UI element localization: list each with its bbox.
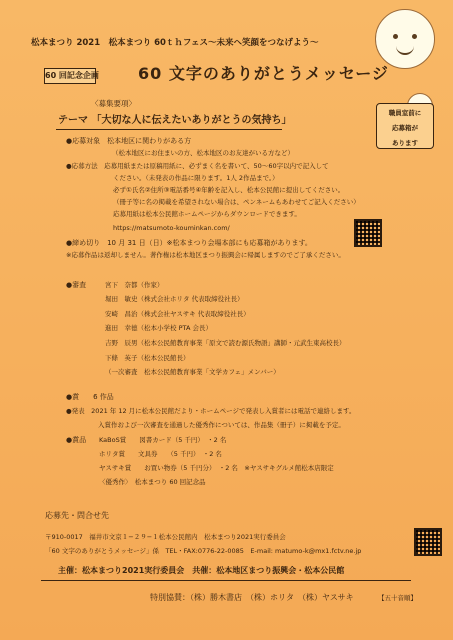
return-note: ※応募作品は返却しません。著作権は松本地区まつり振興会に帰属しますのでご了承ください。 xyxy=(66,251,345,259)
sponsor-order-note: 【五十音順】 xyxy=(378,594,417,602)
qr-code xyxy=(354,219,382,247)
deadline-line: ●締め切り 10 月 31 日（日）※松本まつり会場本部にも応募箱があります。 xyxy=(66,239,312,247)
announce-line-2: 入賞作および一次審査を通過した優秀作については、作品集（冊子）に掲載を予定。 xyxy=(98,421,345,429)
method-line-5: 応募用紙は松本公民館ホームページからダウンロードできます。 xyxy=(113,210,301,218)
divider xyxy=(41,580,411,581)
prize-label: ●賞品 xyxy=(66,436,87,444)
method-line-1: ●応募方法 応募用紙または原稿用紙に、必ずまく名を書いて、50〜60字以内で記入して xyxy=(66,162,329,170)
website-url[interactable]: https://matsumoto-kouminkan.com/ xyxy=(113,224,230,232)
target-line: ●応募対象 松本地区に関わりがある方 xyxy=(66,137,192,145)
anniversary-badge: 60 回記念企画 xyxy=(44,68,96,84)
contact-address: 〒910-0017 福井市文京１−２９−１松本公民館内 松本まつり2021実行委員会 xyxy=(45,533,286,541)
judges-label: ●審査 xyxy=(66,281,87,289)
judge-item: 下條 英子（松本公民館長） xyxy=(105,354,190,362)
qr-code xyxy=(414,528,442,556)
callout-line-3: あります xyxy=(392,139,418,147)
judge-item: 安崎 昌治（株式会社ヤスサキ 代表取締役社長） xyxy=(105,310,250,318)
judge-item: 堀田 敏史（株式会社ホリタ 代表取締役社長） xyxy=(105,295,244,303)
guidelines-heading: 〈募集要項〉 xyxy=(91,99,136,108)
organizer-line: 主催：松本まつり2021実行委員会 共催：松本地区まつり振興会・松本公民館 xyxy=(58,566,345,575)
prize-row: ヤスサキ賞 お買い物券（5 千円分） ・2 名 ※ヤスサキグルメ館松本店限定 xyxy=(99,464,334,472)
theme-underline xyxy=(56,129,282,130)
target-note: （松本地区にお住まいの方、松本地区のお友達がいる方など） xyxy=(112,149,294,157)
awards-line: ●賞 6 作品 xyxy=(66,393,114,401)
prize-row: 〈優秀作〉 松本まつり 60 回記念品 xyxy=(99,478,206,486)
prize-row: KaBoS賞 図書カード（5 千円） ・2 名 xyxy=(99,436,227,444)
prize-row: ホリタ賞 文具券 （5 千円） ・2 名 xyxy=(99,450,222,458)
theme-line: テーマ 「大切な人に伝えたいありがとうの気持ち」 xyxy=(58,115,292,126)
callout-line-1: 職員室前に xyxy=(388,109,422,117)
method-line-3: 必ず①氏名②住所③電話番号④年齢を記入し、松本公民館に提出してください。 xyxy=(113,186,345,194)
judge-item: （一次審査 松本公民館教育事業「文学カフェ」メンバー） xyxy=(105,368,280,376)
contact-label: 応募先・問合せ先 xyxy=(45,511,109,520)
smile-icon xyxy=(396,43,414,55)
judge-item: 宮下 奈都（作家） xyxy=(105,281,164,289)
eye-icon xyxy=(412,34,417,39)
callout-line-2: 応募箱が xyxy=(392,124,418,132)
method-line-4: （冊子等に名の掲載を希望されない場合は、ペンネームもあわせてご記入ください） xyxy=(113,198,360,206)
page-title: 60 文字のありがとうメッセージ xyxy=(138,64,389,83)
method-line-2: ください。（未発表の作品に限ります。1人 2作品まで。） xyxy=(113,174,279,182)
contact-phone: 「60 文字のありがとうメッセージ」係 TEL・FAX:0776-22-0085 E-mail: matumo-k@mx1.fctv.ne.jp xyxy=(45,547,362,555)
judge-item: 吉野 辰男（松本公民館教育事業「原文で読む源氏物語」講師・元武生東高校長） xyxy=(105,339,346,347)
submission-box-callout xyxy=(376,103,434,149)
announce-line-1: ●発表 2021 年 12 月に松本公民館だより・ホームページで発表し入賞者には電話で連絡します。 xyxy=(66,407,356,415)
eye-icon xyxy=(393,34,398,39)
judge-item: 進田 幸德（松本小学校 PTA 会長） xyxy=(105,324,212,332)
header-line: 松本まつり 2021 松本まつり 60ｔｈフェス〜未来へ笑顔をつなげよう〜 xyxy=(31,38,319,48)
special-sponsors: 特別協賛：（株）勝木書店 （株）ホリタ （株）ヤスサキ xyxy=(150,593,354,602)
smiling-sun-illustration xyxy=(375,9,435,69)
